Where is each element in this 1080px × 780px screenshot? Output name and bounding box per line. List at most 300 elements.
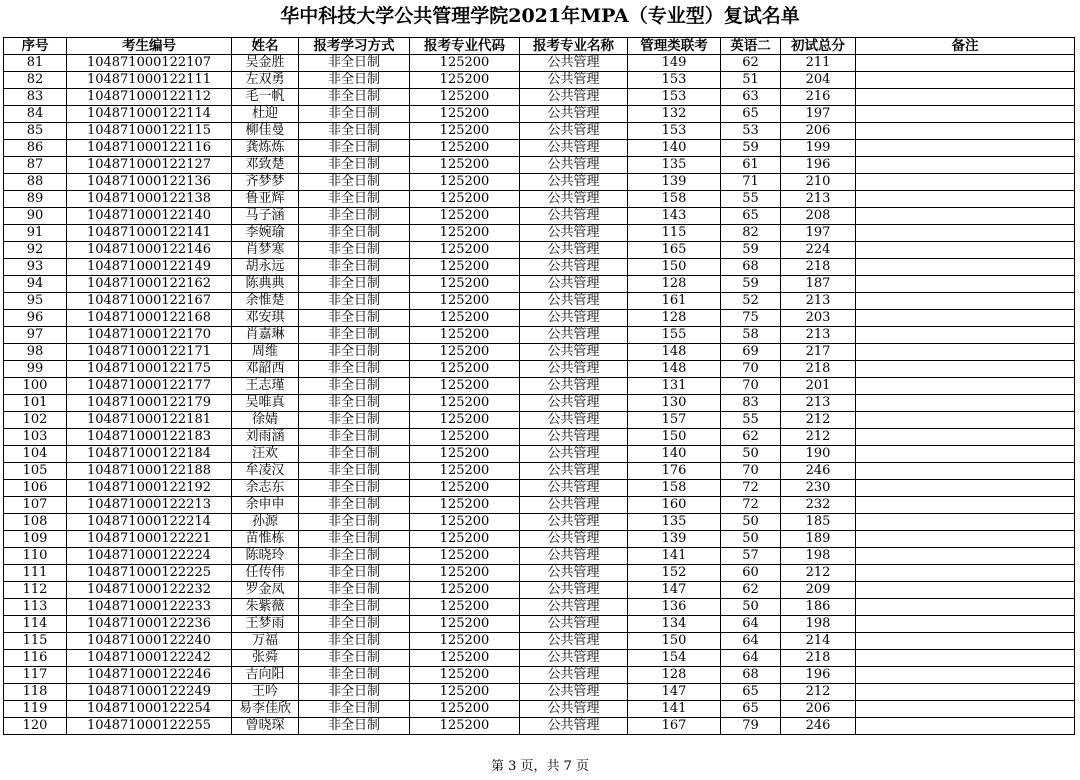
study-mode-cell: 非全日制 (299, 208, 410, 225)
table-row (4, 650, 1075, 667)
management-exam-cell: 150 (628, 429, 721, 446)
remarks-cell (856, 140, 1075, 157)
total-score-cell: 246 (781, 463, 856, 480)
management-exam-cell: 165 (628, 242, 721, 259)
major-code-cell: 125200 (410, 565, 520, 582)
table-row (4, 565, 1075, 582)
candidate-id-cell: 104871000122236 (67, 616, 232, 633)
major-name-cell: 公共管理 (520, 174, 628, 191)
total-score-cell: 190 (781, 446, 856, 463)
remarks-cell (856, 429, 1075, 446)
major-name-cell: 公共管理 (520, 684, 628, 701)
candidate-id-cell: 104871000122162 (67, 276, 232, 293)
management-exam-cell: 135 (628, 157, 721, 174)
english-two-cell: 60 (721, 565, 781, 582)
candidate-id-cell: 104871000122136 (67, 174, 232, 191)
name-cell: 李婉瑜 (232, 225, 299, 242)
seq-cell: 86 (4, 140, 67, 157)
table-row (4, 429, 1075, 446)
candidate-id-cell: 104871000122115 (67, 123, 232, 140)
name-cell: 肖嘉琳 (232, 327, 299, 344)
seq-cell: 117 (4, 667, 67, 684)
remarks-cell (856, 463, 1075, 480)
seq-cell: 114 (4, 616, 67, 633)
candidate-id-cell: 104871000122225 (67, 565, 232, 582)
candidate-id-cell: 104871000122246 (67, 667, 232, 684)
total-score-cell: 211 (781, 55, 856, 72)
remarks-cell (856, 616, 1075, 633)
english-two-cell: 50 (721, 599, 781, 616)
table-row (4, 89, 1075, 106)
study-mode-cell: 非全日制 (299, 293, 410, 310)
major-name-cell: 公共管理 (520, 106, 628, 123)
name-cell: 余惟楚 (232, 293, 299, 310)
table-row (4, 582, 1075, 599)
major-name-cell: 公共管理 (520, 242, 628, 259)
candidate-id-cell: 104871000122149 (67, 259, 232, 276)
seq-cell: 92 (4, 242, 67, 259)
study-mode-cell: 非全日制 (299, 514, 410, 531)
total-score-cell: 216 (781, 89, 856, 106)
management-exam-cell: 161 (628, 293, 721, 310)
table-row (4, 616, 1075, 633)
col-header-total-score: 初试总分 (781, 38, 856, 55)
total-score-cell: 217 (781, 344, 856, 361)
seq-cell: 111 (4, 565, 67, 582)
table-row (4, 276, 1075, 293)
management-exam-cell: 167 (628, 718, 721, 735)
seq-cell: 87 (4, 157, 67, 174)
total-score-cell: 196 (781, 157, 856, 174)
table-row (4, 310, 1075, 327)
table-row (4, 446, 1075, 463)
major-name-cell: 公共管理 (520, 293, 628, 310)
candidate-id-cell: 104871000122175 (67, 361, 232, 378)
major-name-cell: 公共管理 (520, 633, 628, 650)
total-score-cell: 212 (781, 684, 856, 701)
seq-cell: 82 (4, 72, 67, 89)
name-cell: 孙源 (232, 514, 299, 531)
remarks-cell (856, 361, 1075, 378)
table-row (4, 72, 1075, 89)
major-code-cell: 125200 (410, 378, 520, 395)
name-cell: 周维 (232, 344, 299, 361)
major-code-cell: 125200 (410, 174, 520, 191)
name-cell: 罗金凤 (232, 582, 299, 599)
management-exam-cell: 148 (628, 344, 721, 361)
major-name-cell: 公共管理 (520, 259, 628, 276)
major-name-cell: 公共管理 (520, 276, 628, 293)
major-code-cell: 125200 (410, 480, 520, 497)
major-name-cell: 公共管理 (520, 140, 628, 157)
total-score-cell: 213 (781, 395, 856, 412)
major-code-cell: 125200 (410, 548, 520, 565)
name-cell: 任传伟 (232, 565, 299, 582)
table-row (4, 361, 1075, 378)
major-code-cell: 125200 (410, 633, 520, 650)
seq-cell: 83 (4, 89, 67, 106)
total-score-cell: 224 (781, 242, 856, 259)
english-two-cell: 55 (721, 412, 781, 429)
management-exam-cell: 140 (628, 140, 721, 157)
table-row (4, 123, 1075, 140)
major-code-cell: 125200 (410, 310, 520, 327)
management-exam-cell: 128 (628, 276, 721, 293)
candidate-id-cell: 104871000122146 (67, 242, 232, 259)
total-score-cell: 212 (781, 412, 856, 429)
candidate-id-cell: 104871000122232 (67, 582, 232, 599)
candidate-id-cell: 104871000122213 (67, 497, 232, 514)
major-code-cell: 125200 (410, 395, 520, 412)
remarks-cell (856, 259, 1075, 276)
management-exam-cell: 153 (628, 123, 721, 140)
english-two-cell: 69 (721, 344, 781, 361)
seq-cell: 81 (4, 55, 67, 72)
management-exam-cell: 152 (628, 565, 721, 582)
study-mode-cell: 非全日制 (299, 106, 410, 123)
major-code-cell: 125200 (410, 89, 520, 106)
candidate-id-cell: 104871000122221 (67, 531, 232, 548)
candidate-id-cell: 104871000122107 (67, 55, 232, 72)
major-code-cell: 125200 (410, 72, 520, 89)
seq-cell: 104 (4, 446, 67, 463)
major-code-cell: 125200 (410, 327, 520, 344)
candidate-id-cell: 104871000122188 (67, 463, 232, 480)
remarks-cell (856, 395, 1075, 412)
major-code-cell: 125200 (410, 718, 520, 735)
major-code-cell: 125200 (410, 140, 520, 157)
english-two-cell: 50 (721, 446, 781, 463)
name-cell: 陈典典 (232, 276, 299, 293)
study-mode-cell: 非全日制 (299, 72, 410, 89)
table-row (4, 599, 1075, 616)
english-two-cell: 72 (721, 497, 781, 514)
name-cell: 刘雨涵 (232, 429, 299, 446)
management-exam-cell: 141 (628, 701, 721, 718)
major-code-cell: 125200 (410, 123, 520, 140)
major-code-cell: 125200 (410, 497, 520, 514)
retest-list-table (3, 37, 1075, 735)
seq-cell: 89 (4, 191, 67, 208)
name-cell: 左双勇 (232, 72, 299, 89)
name-cell: 万福 (232, 633, 299, 650)
english-two-cell: 62 (721, 582, 781, 599)
remarks-cell (856, 650, 1075, 667)
management-exam-cell: 147 (628, 684, 721, 701)
col-header-major-name: 报考专业名称 (520, 38, 628, 55)
seq-cell: 118 (4, 684, 67, 701)
major-name-cell: 公共管理 (520, 548, 628, 565)
name-cell: 陈晓玲 (232, 548, 299, 565)
remarks-cell (856, 667, 1075, 684)
english-two-cell: 65 (721, 208, 781, 225)
remarks-cell (856, 344, 1075, 361)
study-mode-cell: 非全日制 (299, 412, 410, 429)
name-cell: 徐婧 (232, 412, 299, 429)
major-code-cell: 125200 (410, 344, 520, 361)
table-row (4, 55, 1075, 72)
candidate-id-cell: 104871000122255 (67, 718, 232, 735)
candidate-id-cell: 104871000122179 (67, 395, 232, 412)
english-two-cell: 62 (721, 55, 781, 72)
name-cell: 易李佳欣 (232, 701, 299, 718)
study-mode-cell: 非全日制 (299, 378, 410, 395)
seq-cell: 100 (4, 378, 67, 395)
name-cell: 牟凌汉 (232, 463, 299, 480)
table-row (4, 701, 1075, 718)
english-two-cell: 50 (721, 531, 781, 548)
major-code-cell: 125200 (410, 684, 520, 701)
major-code-cell: 125200 (410, 599, 520, 616)
seq-cell: 85 (4, 123, 67, 140)
name-cell: 曾晓琛 (232, 718, 299, 735)
total-score-cell: 187 (781, 276, 856, 293)
table-row (4, 259, 1075, 276)
management-exam-cell: 130 (628, 395, 721, 412)
remarks-cell (856, 327, 1075, 344)
management-exam-cell: 157 (628, 412, 721, 429)
table-row (4, 514, 1075, 531)
major-name-cell: 公共管理 (520, 531, 628, 548)
major-name-cell: 公共管理 (520, 89, 628, 106)
english-two-cell: 58 (721, 327, 781, 344)
management-exam-cell: 134 (628, 616, 721, 633)
english-two-cell: 68 (721, 667, 781, 684)
total-score-cell: 196 (781, 667, 856, 684)
major-name-cell: 公共管理 (520, 514, 628, 531)
total-score-cell: 198 (781, 548, 856, 565)
english-two-cell: 62 (721, 429, 781, 446)
remarks-cell (856, 718, 1075, 735)
major-code-cell: 125200 (410, 106, 520, 123)
col-header-management-exam: 管理类联考 (628, 38, 721, 55)
major-code-cell: 125200 (410, 582, 520, 599)
seq-cell: 99 (4, 361, 67, 378)
remarks-cell (856, 548, 1075, 565)
major-name-cell: 公共管理 (520, 378, 628, 395)
name-cell: 鲁亚辉 (232, 191, 299, 208)
major-code-cell: 125200 (410, 701, 520, 718)
management-exam-cell: 139 (628, 531, 721, 548)
major-name-cell: 公共管理 (520, 72, 628, 89)
english-two-cell: 71 (721, 174, 781, 191)
major-name-cell: 公共管理 (520, 157, 628, 174)
management-exam-cell: 153 (628, 89, 721, 106)
study-mode-cell: 非全日制 (299, 701, 410, 718)
total-score-cell: 218 (781, 650, 856, 667)
english-two-cell: 65 (721, 701, 781, 718)
seq-cell: 120 (4, 718, 67, 735)
english-two-cell: 65 (721, 684, 781, 701)
study-mode-cell: 非全日制 (299, 480, 410, 497)
remarks-cell (856, 480, 1075, 497)
total-score-cell: 199 (781, 140, 856, 157)
english-two-cell: 70 (721, 463, 781, 480)
major-name-cell: 公共管理 (520, 412, 628, 429)
major-code-cell: 125200 (410, 412, 520, 429)
major-code-cell: 125200 (410, 191, 520, 208)
major-name-cell: 公共管理 (520, 55, 628, 72)
english-two-cell: 79 (721, 718, 781, 735)
name-cell: 王梦雨 (232, 616, 299, 633)
name-cell: 毛一帆 (232, 89, 299, 106)
seq-cell: 105 (4, 463, 67, 480)
study-mode-cell: 非全日制 (299, 463, 410, 480)
candidate-id-cell: 104871000122116 (67, 140, 232, 157)
name-cell: 吴唯真 (232, 395, 299, 412)
candidate-id-cell: 104871000122112 (67, 89, 232, 106)
remarks-cell (856, 412, 1075, 429)
name-cell: 吉向阳 (232, 667, 299, 684)
remarks-cell (856, 55, 1075, 72)
seq-cell: 93 (4, 259, 67, 276)
table-row (4, 480, 1075, 497)
major-name-cell: 公共管理 (520, 310, 628, 327)
table-row (4, 140, 1075, 157)
study-mode-cell: 非全日制 (299, 548, 410, 565)
english-two-cell: 64 (721, 650, 781, 667)
remarks-cell (856, 242, 1075, 259)
name-cell: 杜迎 (232, 106, 299, 123)
remarks-cell (856, 701, 1075, 718)
table-row (4, 157, 1075, 174)
name-cell: 马子涵 (232, 208, 299, 225)
total-score-cell: 186 (781, 599, 856, 616)
major-name-cell: 公共管理 (520, 429, 628, 446)
remarks-cell (856, 106, 1075, 123)
table-row (4, 344, 1075, 361)
major-name-cell: 公共管理 (520, 497, 628, 514)
remarks-cell (856, 208, 1075, 225)
total-score-cell: 189 (781, 531, 856, 548)
seq-cell: 119 (4, 701, 67, 718)
remarks-cell (856, 174, 1075, 191)
seq-cell: 90 (4, 208, 67, 225)
seq-cell: 94 (4, 276, 67, 293)
study-mode-cell: 非全日制 (299, 616, 410, 633)
management-exam-cell: 154 (628, 650, 721, 667)
management-exam-cell: 155 (628, 327, 721, 344)
management-exam-cell: 131 (628, 378, 721, 395)
major-code-cell: 125200 (410, 446, 520, 463)
remarks-cell (856, 582, 1075, 599)
study-mode-cell: 非全日制 (299, 55, 410, 72)
remarks-cell (856, 72, 1075, 89)
english-two-cell: 50 (721, 514, 781, 531)
major-code-cell: 125200 (410, 463, 520, 480)
management-exam-cell: 150 (628, 259, 721, 276)
candidate-id-cell: 104871000122192 (67, 480, 232, 497)
total-score-cell: 218 (781, 259, 856, 276)
study-mode-cell: 非全日制 (299, 429, 410, 446)
seq-cell: 109 (4, 531, 67, 548)
seq-cell: 88 (4, 174, 67, 191)
study-mode-cell: 非全日制 (299, 633, 410, 650)
total-score-cell: 213 (781, 191, 856, 208)
seq-cell: 112 (4, 582, 67, 599)
study-mode-cell: 非全日制 (299, 310, 410, 327)
major-name-cell: 公共管理 (520, 395, 628, 412)
candidate-id-cell: 104871000122168 (67, 310, 232, 327)
english-two-cell: 63 (721, 89, 781, 106)
study-mode-cell: 非全日制 (299, 344, 410, 361)
major-code-cell: 125200 (410, 157, 520, 174)
english-two-cell: 59 (721, 276, 781, 293)
col-header-study-mode: 报考学习方式 (299, 38, 410, 55)
major-code-cell: 125200 (410, 429, 520, 446)
table-row (4, 718, 1075, 735)
candidate-id-cell: 104871000122214 (67, 514, 232, 531)
management-exam-cell: 160 (628, 497, 721, 514)
candidate-id-cell: 104871000122171 (67, 344, 232, 361)
total-score-cell: 212 (781, 565, 856, 582)
remarks-cell (856, 157, 1075, 174)
study-mode-cell: 非全日制 (299, 225, 410, 242)
major-code-cell: 125200 (410, 616, 520, 633)
study-mode-cell: 非全日制 (299, 599, 410, 616)
remarks-cell (856, 310, 1075, 327)
major-name-cell: 公共管理 (520, 344, 628, 361)
management-exam-cell: 141 (628, 548, 721, 565)
remarks-cell (856, 565, 1075, 582)
major-name-cell: 公共管理 (520, 718, 628, 735)
seq-cell: 115 (4, 633, 67, 650)
table-row (4, 548, 1075, 565)
total-score-cell: 197 (781, 225, 856, 242)
table-row (4, 208, 1075, 225)
name-cell: 邓安琪 (232, 310, 299, 327)
major-name-cell: 公共管理 (520, 225, 628, 242)
table-row (4, 667, 1075, 684)
study-mode-cell: 非全日制 (299, 327, 410, 344)
table-body (4, 55, 1075, 735)
candidate-id-cell: 104871000122240 (67, 633, 232, 650)
major-name-cell: 公共管理 (520, 582, 628, 599)
seq-cell: 107 (4, 497, 67, 514)
major-code-cell: 125200 (410, 259, 520, 276)
table-row (4, 395, 1075, 412)
english-two-cell: 83 (721, 395, 781, 412)
study-mode-cell: 非全日制 (299, 531, 410, 548)
name-cell: 柳佳曼 (232, 123, 299, 140)
major-name-cell: 公共管理 (520, 667, 628, 684)
management-exam-cell: 140 (628, 446, 721, 463)
total-score-cell: 201 (781, 378, 856, 395)
major-code-cell: 125200 (410, 225, 520, 242)
seq-cell: 102 (4, 412, 67, 429)
major-name-cell: 公共管理 (520, 480, 628, 497)
name-cell: 余志东 (232, 480, 299, 497)
name-cell: 余申申 (232, 497, 299, 514)
study-mode-cell: 非全日制 (299, 276, 410, 293)
table-row (4, 412, 1075, 429)
study-mode-cell: 非全日制 (299, 395, 410, 412)
seq-cell: 96 (4, 310, 67, 327)
table-row (4, 242, 1075, 259)
total-score-cell: 218 (781, 361, 856, 378)
name-cell: 胡永远 (232, 259, 299, 276)
col-header-candidate-id: 考生编号 (67, 38, 232, 55)
major-name-cell: 公共管理 (520, 463, 628, 480)
col-header-seq: 序号 (4, 38, 67, 55)
study-mode-cell: 非全日制 (299, 582, 410, 599)
study-mode-cell: 非全日制 (299, 667, 410, 684)
major-code-cell: 125200 (410, 361, 520, 378)
remarks-cell (856, 378, 1075, 395)
management-exam-cell: 158 (628, 191, 721, 208)
name-cell: 肖梦寒 (232, 242, 299, 259)
english-two-cell: 64 (721, 616, 781, 633)
